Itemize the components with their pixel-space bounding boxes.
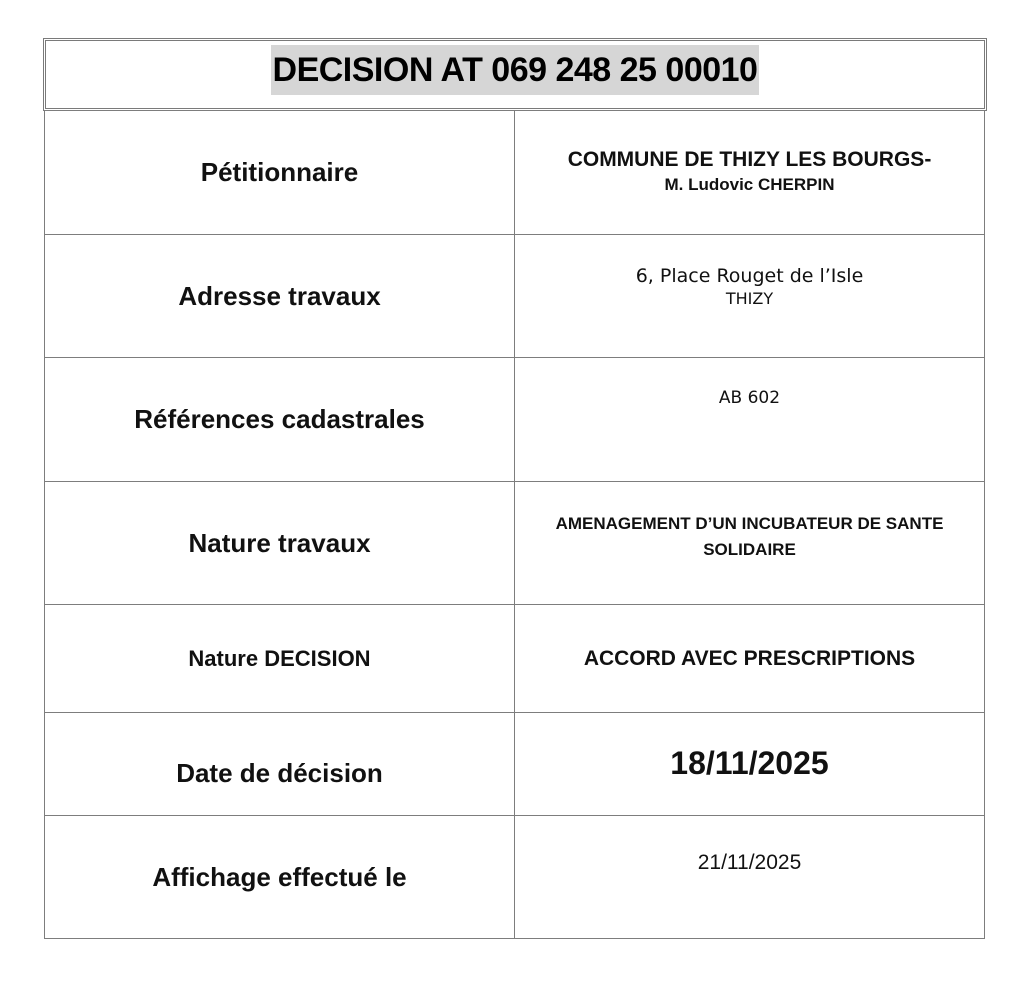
row-nature-travaux (45, 482, 985, 605)
label-adresse: Adresse travaux (45, 235, 515, 358)
value-petitionnaire (515, 111, 985, 235)
value-nature-decision: ACCORD AVEC PRESCRIPTIONS (515, 605, 985, 713)
label-date-decision: Date de décision (45, 713, 515, 816)
row-cadastre (45, 358, 985, 482)
value-cadastre (515, 358, 985, 482)
decision-info-table (44, 110, 985, 939)
label-affichage: Affichage effectué le (45, 816, 515, 939)
label-nature-travaux: Nature travaux (45, 482, 515, 605)
value-date-decision (515, 713, 985, 816)
value-adresse (515, 235, 985, 358)
row-date-decision (45, 713, 985, 816)
nature-travaux-line1: AMENAGEMENT D’UN INCUBATEUR DE SANTE (555, 514, 944, 533)
decision-title: DECISION AT 069 248 25 00010 (271, 45, 760, 95)
label-petitionnaire: Pétitionnaire (45, 111, 515, 235)
nature-travaux-line2: SOLIDAIRE (703, 540, 796, 559)
label-cadastre: Références cadastrales (45, 358, 515, 482)
cadastral-reference: AB 602 (718, 388, 781, 408)
value-affichage (515, 816, 985, 939)
row-affichage (45, 816, 985, 939)
row-adresse (45, 235, 985, 358)
row-nature-decision (45, 605, 985, 713)
value-nature-travaux (515, 482, 985, 605)
decision-date: 18/11/2025 (670, 745, 829, 781)
row-petitionnaire (45, 111, 985, 235)
label-nature-decision: Nature DECISION (45, 605, 515, 713)
address-street: 6, Place Rouget de l’Isle (635, 265, 864, 287)
address-city: THIZY (725, 289, 774, 308)
affichage-date: 21/11/2025 (697, 851, 802, 874)
title-box (43, 38, 987, 111)
nature-travaux-text (521, 482, 978, 563)
petitionnaire-name: COMMUNE DE THIZY LES BOURGS- (567, 148, 932, 171)
petitionnaire-representative: M. Ludovic CHERPIN (664, 175, 835, 194)
